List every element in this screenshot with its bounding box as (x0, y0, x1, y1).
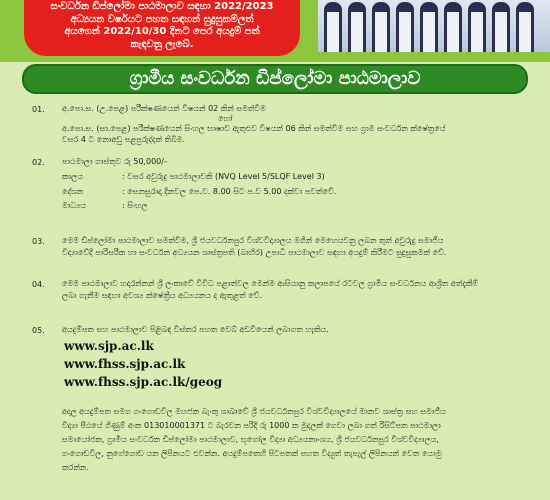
lectures-value: : සෙනසුරාදා දිනවල පෙ.ව. 8.00 සිට ප.ව 5.00 දක්වා පවත්වේ. (122, 187, 337, 196)
item-01-line-b: අ.පො.ස. (සා.පෙළ) පරීක්ෂණයෙන් සිංහල භාෂාව ඇතුළුව විෂයන් 06 කින් සමත්වීම සහ ග්‍රාම සංවර්ධන ක්ෂේත්‍රයේ (62, 124, 446, 133)
course-details (0, 96, 550, 500)
item-03-line-b: විද්‍යාවේදි පාරිසරික හා සංවර්ධන අධ්‍යයන ශාස්ත්‍රපති (බාහිර) උපාධි පාඨමාලාව සඳහා අයදුම් කිරීමට සුදුසුකමක් වේ. (62, 248, 447, 257)
item-number-05: 05. (32, 326, 45, 335)
item-01-or: හෝ (218, 114, 233, 123)
item-number-04: 04. (32, 280, 45, 289)
item-03-line-a: මෙම ඩිප්ලෝමා පාඨමාලාව සමත්වීම, ශ්‍රී ජයවර්ධනපුර විශ්වවිද්‍යාලය මගින් මෙහෙයවනු ලබන තුන් අවුරුදු සමාජීය (62, 236, 444, 245)
item-number-02: 02. (32, 158, 45, 167)
item-01-line-c: වසර 4 ට නොඅඩු පළපුරුද්දක් තිබීම. (62, 135, 186, 144)
item-04-line-b: ලබා ගැනීම සඳහා අවශ්‍ය ක්ෂේත්‍රීය අධ්‍යයනය ද ඇතුළත් වේ. (62, 291, 262, 300)
banner-line-3: අයගෙන් 2022/10/30 දිනට පෙර අයදුම් පත් (64, 26, 260, 37)
item-04-line-a: මෙම පාඨමාලාව හදාරන්නන් ශ්‍රී ලංකාවේ විවිධ පළාත්වල මෙන්ම ආසියානු කලාපයේ රටවල ග්‍රාමීය සංවර්ධනය ආශ්‍රිත අත්දැකීම් (62, 279, 479, 288)
announcement-banner (24, 0, 300, 56)
banner-line-1: සංවර්ධන ඩිප්ලෝමා පාඨමාලාව සඳහා 2022/2023 (50, 1, 274, 12)
banner-line-2: අධ්‍යයන වර්ෂයට පහත සඳහන් සුදුසුකම්ලත් (70, 13, 254, 25)
duration-label: කාලය (62, 172, 83, 181)
footer-line-5: කරන්න. (62, 463, 89, 472)
course-fee: පාඨමාලා ගාස්තුව රු 50,000/- (62, 157, 167, 166)
banner-line-4: කැඳවනු ලැබේ. (130, 38, 194, 50)
graduates-photo (318, 0, 550, 52)
url-fhss-geog[interactable]: www.fhss.sjp.ac.lk/geog (64, 375, 223, 389)
url-fhss[interactable]: www.fhss.sjp.ac.lk (64, 357, 186, 371)
lectures-label: දේශන (62, 187, 84, 196)
footer-line-1: අදාල අයදුම්පත සමග ගංගොඩවිල මහජන බැංකු ශාඛාවේ ශ්‍රී ජයවර්ධනපුර විශ්වවිද්‍යාලයේ මානව ශාස්ත්‍ර සහ සමාජීය (62, 407, 446, 416)
item-number-03: 03. (32, 237, 45, 246)
footer-line-3: සමායෝජක, ග්‍රාමීය සංවර්ධන ඩිප්ලෝමා පාඨමාලාව, භූගෝල විද්‍යා අධ්‍යයනාංශය, ශ්‍රී ජයවර්ධනපුර විශ්වවිද්‍යාලය, (62, 435, 439, 444)
course-title: ග්‍රාමීය සංවර්ධන ඩිප්ලෝමා පාඨමාලාව (22, 64, 528, 94)
url-sjp[interactable]: www.sjp.ac.lk (64, 339, 154, 353)
item-01-line-a: අ.පො.ස. (උ.පෙළ) පරීක්ෂණයෙන් විෂයන් 02 කින් සමත්වීම (62, 104, 266, 113)
medium-label: මාධ්‍යය (62, 201, 87, 210)
footer-line-2: විද්‍යා පීඨයේ ගිණුම් අංක 013010001371 ට බැරවන පරිදි රු 1000 ක මුදලක් ගෙවා ලබා ගත් රිසිට්පත පාඨමාලා (62, 421, 441, 430)
item-number-01: 01. (32, 105, 45, 114)
duration-value: : වසර අවුරුදු පාඨමාලාවකි (NVQ Level 5/SLQF Level 3) (122, 172, 325, 181)
footer-line-4: ගංගොඩවිල, නුගේගොඩ යන ලිපිනයට එවන්න. අයදුම්පතෙහි පිටපතක් පහත විද්‍යුත් තැපැල් ලිපිනයන් වෙත යොමු (62, 449, 442, 458)
medium-value: : සිංහල (122, 201, 148, 210)
item-05-text: අයදුම්පත සහ පාඨමාලාව පිළිබඳ විස්තර පහත වෙබ් අඩවියෙන් ලබාගත හැකිය. (62, 325, 329, 334)
